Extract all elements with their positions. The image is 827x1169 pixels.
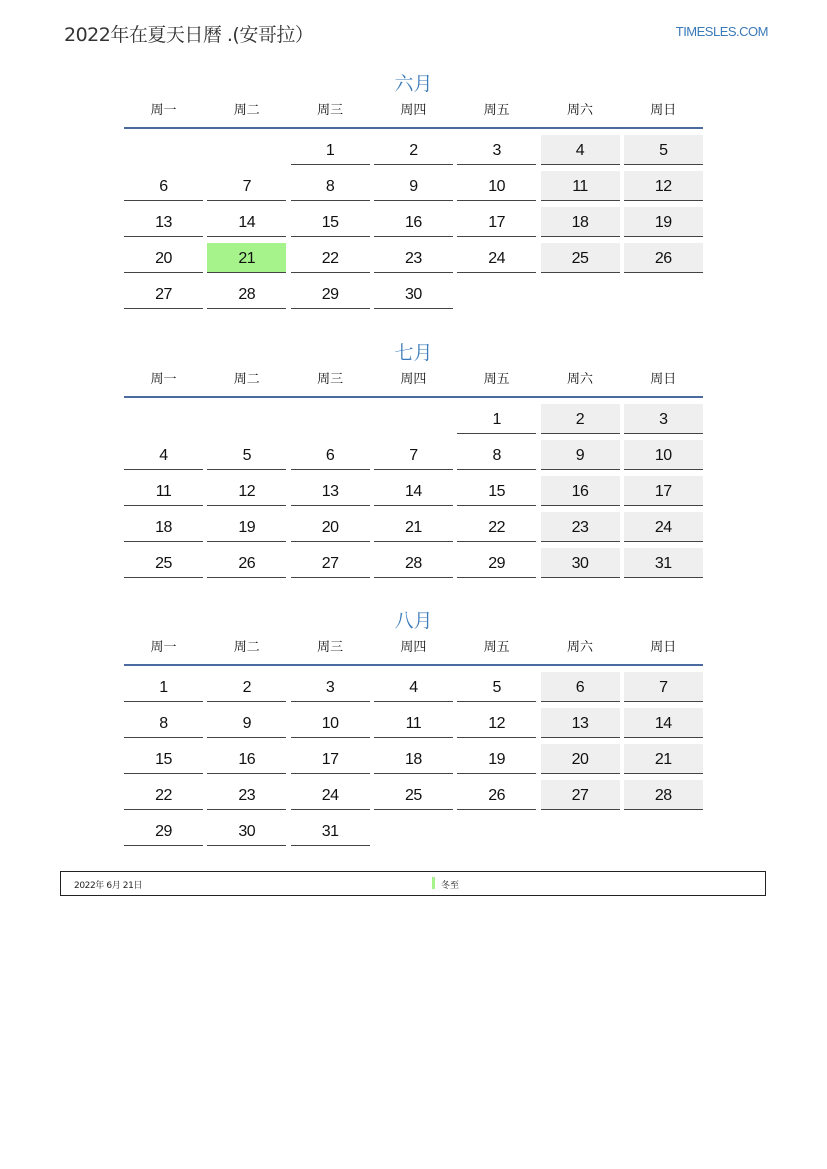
day-cell: 8	[457, 440, 536, 470]
day-cell: 4	[374, 672, 453, 702]
day-cell: 24	[624, 512, 703, 542]
weekday-label: 周日	[650, 372, 677, 387]
weekday-header	[124, 638, 703, 666]
day-cell: 16	[374, 207, 453, 237]
weekday-header	[124, 101, 703, 129]
day-cell: 23	[374, 243, 453, 273]
day-cell: 5	[207, 440, 286, 470]
day-cell: 29	[291, 279, 370, 309]
day-cell: 15	[291, 207, 370, 237]
weekday-label: 周一	[150, 372, 177, 387]
day-cell: 12	[457, 708, 536, 738]
day-cell: 27	[541, 780, 620, 810]
month-august	[124, 606, 703, 852]
day-cell: 15	[457, 476, 536, 506]
month-june	[124, 69, 703, 315]
weekday-label: 周二	[233, 640, 260, 655]
day-cell: 11	[374, 708, 453, 738]
weekday-label: 周五	[483, 103, 510, 118]
day-cell: 30	[207, 816, 286, 846]
day-cell: 24	[291, 780, 370, 810]
day-cell: 22	[124, 780, 203, 810]
day-cell: 16	[541, 476, 620, 506]
weekday-label: 周一	[150, 640, 177, 655]
day-cell: 3	[624, 404, 703, 434]
day-cell: 9	[541, 440, 620, 470]
day-cell: 24	[457, 243, 536, 273]
weekday-label: 周二	[233, 372, 260, 387]
day-cell: 31	[624, 548, 703, 578]
day-cell: 6	[291, 440, 370, 470]
weekday-label: 周三	[317, 372, 344, 387]
day-cell: 23	[541, 512, 620, 542]
weekday-label: 周一	[150, 103, 177, 118]
weekday-label: 周三	[317, 640, 344, 655]
day-cell: 8	[291, 171, 370, 201]
day-cell: 18	[541, 207, 620, 237]
day-grid	[124, 666, 703, 852]
day-cell: 19	[624, 207, 703, 237]
day-cell: 1	[291, 135, 370, 165]
day-cell: 20	[291, 512, 370, 542]
legend-date: 2022年 6月 21日	[74, 881, 143, 891]
day-cell: 12	[207, 476, 286, 506]
day-cell: 23	[207, 780, 286, 810]
day-cell: 1	[124, 672, 203, 702]
day-cell: 28	[374, 548, 453, 578]
weekday-label: 周五	[483, 640, 510, 655]
day-cell: 5	[624, 135, 703, 165]
day-cell: 29	[124, 816, 203, 846]
day-cell: 17	[624, 476, 703, 506]
day-cell: 13	[541, 708, 620, 738]
day-cell: 3	[291, 672, 370, 702]
day-cell: 26	[207, 548, 286, 578]
day-cell: 6	[541, 672, 620, 702]
day-cell: 11	[541, 171, 620, 201]
day-cell: 5	[457, 672, 536, 702]
day-cell: 2	[207, 672, 286, 702]
day-cell: 18	[124, 512, 203, 542]
weekday-header	[124, 370, 703, 398]
day-cell: 7	[624, 672, 703, 702]
day-cell: 19	[207, 512, 286, 542]
weekday-label: 周二	[233, 103, 260, 118]
day-grid	[124, 398, 703, 584]
day-cell: 21	[374, 512, 453, 542]
day-cell: 29	[457, 548, 536, 578]
day-cell: 12	[624, 171, 703, 201]
day-cell: 28	[207, 279, 286, 309]
day-cell: 4	[541, 135, 620, 165]
day-cell: 30	[541, 548, 620, 578]
legend-color-swatch	[432, 877, 435, 889]
day-cell: 15	[124, 744, 203, 774]
weekday-label: 周六	[566, 640, 593, 655]
day-cell: 27	[291, 548, 370, 578]
day-grid	[124, 129, 703, 315]
weekday-label: 周三	[317, 103, 344, 118]
day-cell: 9	[207, 708, 286, 738]
legend-holiday-name: 冬至	[441, 881, 460, 891]
weekday-label: 周六	[566, 103, 593, 118]
day-cell: 31	[291, 816, 370, 846]
day-cell: 20	[124, 243, 203, 273]
holiday-legend	[60, 871, 766, 896]
day-cell: 26	[457, 780, 536, 810]
day-cell: 2	[541, 404, 620, 434]
day-cell: 6	[124, 171, 203, 201]
site-link[interactable]: TIMESLES.COM	[675, 24, 768, 39]
day-cell: 14	[207, 207, 286, 237]
day-cell: 17	[291, 744, 370, 774]
month-title: 六月	[394, 73, 433, 95]
day-cell: 11	[124, 476, 203, 506]
day-cell: 20	[541, 744, 620, 774]
day-cell: 1	[457, 404, 536, 434]
day-cell: 22	[457, 512, 536, 542]
day-cell: 25	[541, 243, 620, 273]
month-july	[124, 338, 703, 584]
weekday-label: 周日	[650, 640, 677, 655]
day-cell: 25	[124, 548, 203, 578]
weekday-label: 周四	[400, 103, 427, 118]
day-cell: 22	[291, 243, 370, 273]
weekday-label: 周日	[650, 103, 677, 118]
month-title: 七月	[394, 342, 433, 364]
day-cell: 18	[374, 744, 453, 774]
weekday-label: 周六	[566, 372, 593, 387]
day-cell: 14	[624, 708, 703, 738]
day-cell: 30	[374, 279, 453, 309]
day-cell: 16	[207, 744, 286, 774]
day-cell: 8	[124, 708, 203, 738]
day-cell: 10	[624, 440, 703, 470]
day-cell: 13	[291, 476, 370, 506]
day-cell: 13	[124, 207, 203, 237]
day-cell: 26	[624, 243, 703, 273]
day-cell: 7	[374, 440, 453, 470]
day-cell: 7	[207, 171, 286, 201]
weekday-label: 周四	[400, 372, 427, 387]
day-cell: 21	[624, 744, 703, 774]
weekday-label: 周五	[483, 372, 510, 387]
day-cell: 2	[374, 135, 453, 165]
day-cell: 27	[124, 279, 203, 309]
page-title: 2022年在夏天日曆 .(安哥拉）	[64, 24, 314, 46]
day-cell: 14	[374, 476, 453, 506]
day-cell: 9	[374, 171, 453, 201]
day-cell: 19	[457, 744, 536, 774]
day-cell: 25	[374, 780, 453, 810]
day-cell: 3	[457, 135, 536, 165]
day-cell: 17	[457, 207, 536, 237]
month-title: 八月	[394, 610, 433, 632]
day-cell: 28	[624, 780, 703, 810]
day-cell-holiday: 21	[207, 243, 286, 273]
day-cell: 10	[291, 708, 370, 738]
day-cell: 10	[457, 171, 536, 201]
day-cell: 4	[124, 440, 203, 470]
weekday-label: 周四	[400, 640, 427, 655]
